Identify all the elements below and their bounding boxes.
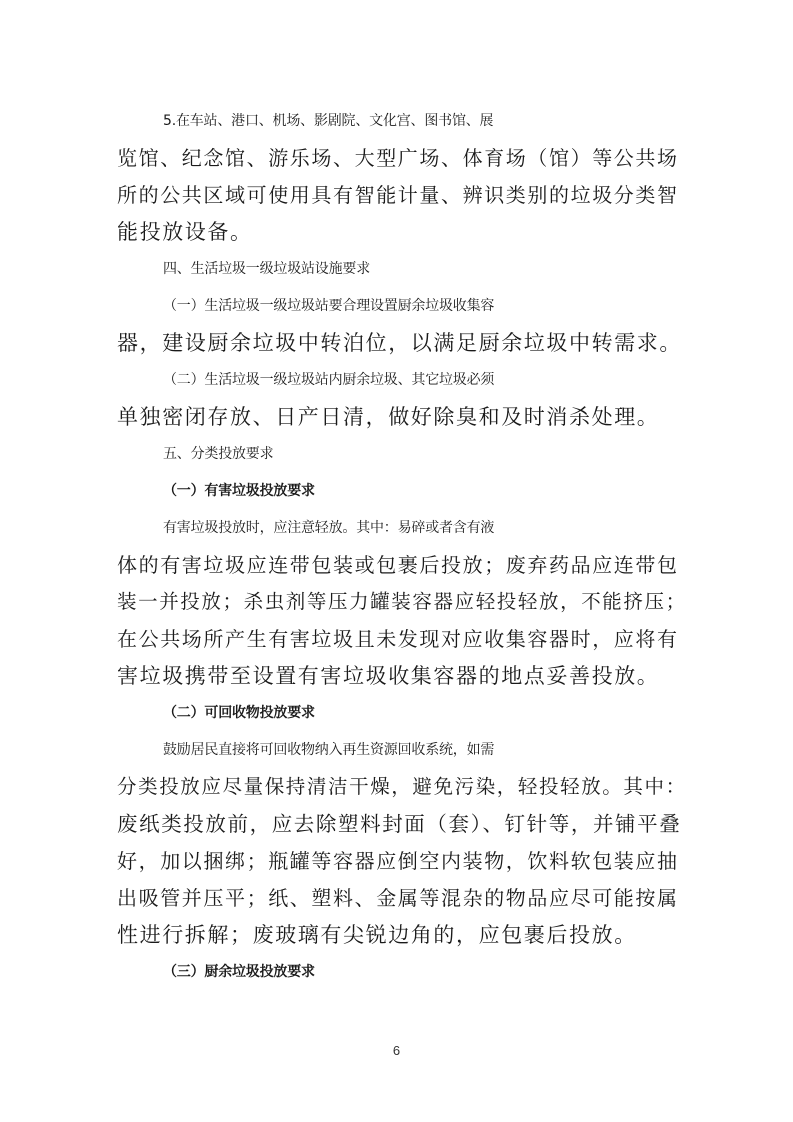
page-number: 6	[392, 1043, 401, 1058]
hazardous-paragraph-line-3: 装一并投放；杀虫剂等压力罐装容器应轻投轻放，不能挤压；	[117, 590, 687, 613]
subheading-kitchen-waste: （三）厨余垃圾投放要求	[163, 964, 315, 980]
hazardous-paragraph-line-4: 在公共场所产生有害垃圾且未发现对应收集容器时，应将有	[117, 627, 679, 651]
paragraph-5-line-2: 览馆、纪念馆、游乐场、大型广场、体育场（馆）等公共场	[117, 146, 679, 170]
paragraph-5-line-3: 所的公共区域可使用具有智能计量、辨识类别的垃圾分类智	[117, 183, 679, 207]
section-heading-5: 五、分类投放要求	[163, 446, 274, 462]
section-4-item-2-line-1: （二）生活垃圾一级垃圾站内厨余垃圾、其它垃圾必须	[163, 372, 495, 388]
recyclables-paragraph-line-5: 出吸管并压平；纸、塑料、金属等混杂的物品应尽可能按属	[117, 886, 679, 910]
hazardous-paragraph-line-1: 有害垃圾投放时，应注意轻放。其中：易碎或者含有液	[163, 520, 495, 536]
subheading-hazardous-waste: （一）有害垃圾投放要求	[163, 483, 315, 499]
section-4-item-2-line-2: 单独密闭存放、日产日清，做好除臭和及时消杀处理。	[117, 405, 660, 429]
recyclables-paragraph-line-4: 好，加以捆绑；瓶罐等容器应倒空内装物，饮料软包装应抽	[117, 849, 679, 873]
subheading-recyclables: （二）可回收物投放要求	[163, 705, 315, 721]
recyclables-paragraph-line-1: 鼓励居民直接将可回收物纳入再生资源回收系统，如需	[163, 742, 495, 758]
section-heading-4: 四、生活垃圾一级垃圾站设施要求	[163, 261, 370, 277]
recyclables-paragraph-line-2: 分类投放应尽量保持清洁干燥，避免污染，轻投轻放。其中：	[117, 775, 687, 798]
recyclables-paragraph-line-6: 性进行拆解；废玻璃有尖锐边角的，应包裹后投放。	[117, 923, 637, 947]
paragraph-5-line-1: 5.在车站、港口、机场、影剧院、文化宫、图书馆、展	[163, 113, 494, 129]
hazardous-paragraph-line-2: 体的有害垃圾应连带包装或包裹后投放；废弃药品应连带包	[117, 553, 679, 577]
paragraph-5-line-4: 能投放设备。	[117, 220, 253, 244]
recyclables-paragraph-line-3: 废纸类投放前，应去除塑料封面（套）、钉针等，并铺平叠	[117, 812, 682, 836]
section-4-item-1-line-1: （一）生活垃圾一级垃圾站要合理设置厨余垃圾收集容	[163, 298, 495, 314]
section-4-item-1-line-2: 器，建设厨余垃圾中转泊位，以满足厨余垃圾中转需求。	[117, 331, 682, 355]
hazardous-paragraph-line-5: 害垃圾携带至设置有害垃圾收集容器的地点妥善投放。	[117, 664, 660, 688]
